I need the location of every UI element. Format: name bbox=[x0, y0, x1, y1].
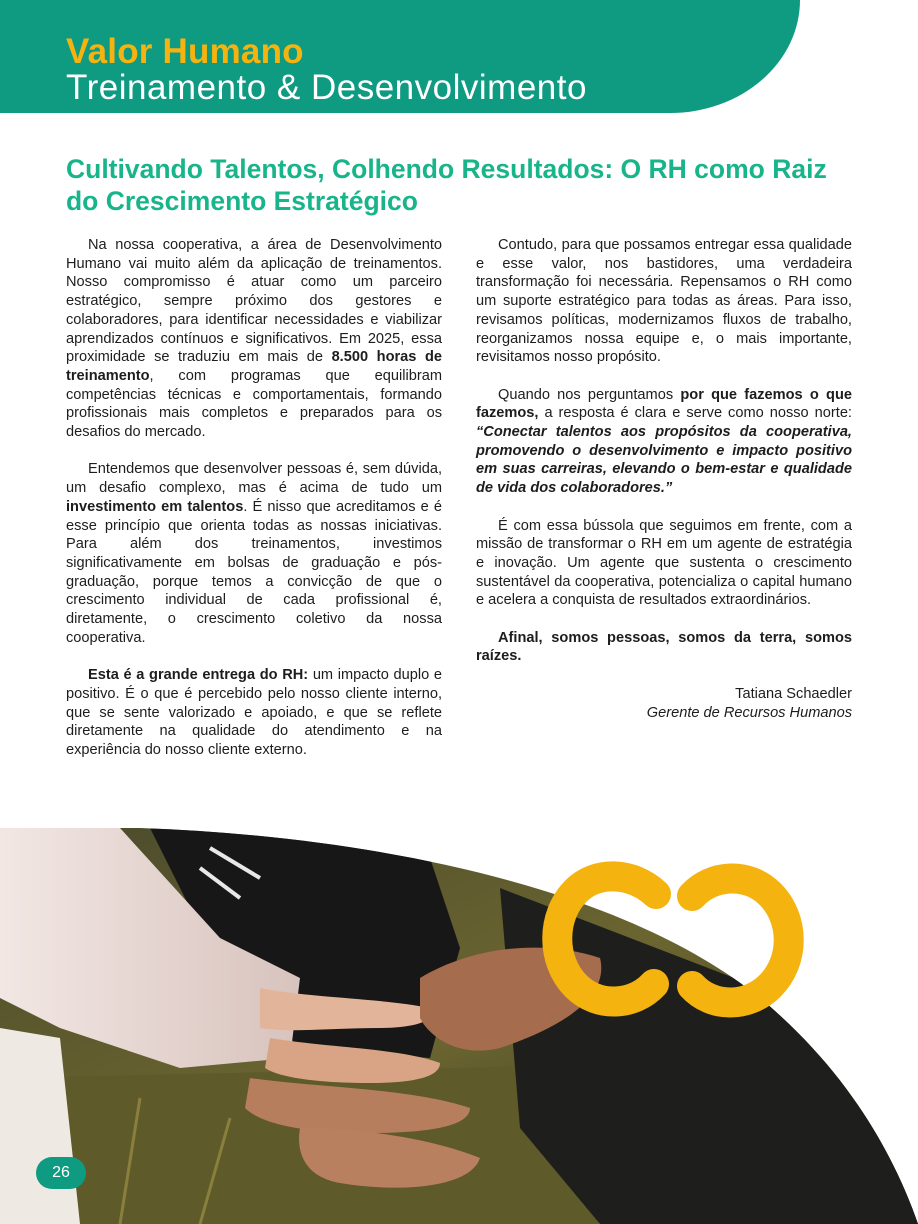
bold-highlight: 8.500 horas de treinamento bbox=[66, 349, 442, 384]
paragraph-3: Esta é a grande entrega do RH: um impacto duplo e positivo. É o que é percebido pelo nosso cliente interno, que se sente valorizado e apoiado, e que se reflete diretamente na qualidade do atendimento e na experiência do nosso cliente externo. bbox=[66, 667, 442, 758]
paragraph-6: É com essa bússola que seguimos em frente, com a missão de transformar o RH em um agente de estratégia e inovação. Um agente que sustenta o crescimento sustentável da cooperativa, potencializa o capital humano e acelera a conquista de resultados extraordinários. bbox=[476, 517, 852, 609]
closing-statement: Afinal, somos pessoas, somos da terra, somos raízes. bbox=[476, 629, 852, 665]
paragraph-1: Na nossa cooperativa, a área de Desenvolvimento Humano vai muito além da aplicação de treinamentos. Nosso compromisso é atuar como um parceiro estratégico, sempre próximo dos gestores e colaboradores, para identificar necessidades e viabilizar aprendizados contínuos e significativos. Em 2025, essa proximidade se traduziu em mais de 8.500 horas de treinamento, com programas que equilibram competências técnicas e comportamentais, formando profissionais mais completos e preparados para os desafios do mercado. bbox=[66, 237, 442, 441]
infinity-link-icon bbox=[536, 856, 812, 1024]
article-headline: Cultivando Talentos, Colhendo Resultados: O RH como Raiz do Crescimento Estratégico bbox=[66, 154, 827, 216]
paragraph-4: Contudo, para que possamos entregar essa qualidade e esse valor, nos bastidores, uma verdadeira transformação foi necessária. Repensamos o RH como um suporte estratégico para todas as áreas. Para isso, revisamos políticas, modernizamos fluxos de trabalho, reorganizamos nossa equipe e, o mais importante, revisitamos nosso propósito. bbox=[476, 237, 852, 366]
author-name: Tatiana Schaedler bbox=[735, 685, 852, 702]
page-number-badge: 26 bbox=[36, 1157, 86, 1189]
author-signature bbox=[476, 685, 852, 722]
bold-highlight: por que fazemos o que fazemos, bbox=[476, 386, 853, 422]
paragraph-5: Quando nos perguntamos por que fazemos o que fazemos, a resposta é clara e serve como nosso norte: “Conectar talentos aos propósitos da cooperativa, promovendo o desenvolvimento e impacto positivo em suas carreiras, elevando o bem-estar e qualidade de vida dos colaboradores.” bbox=[476, 386, 853, 497]
article-column-left bbox=[66, 236, 442, 778]
section-subtitle: Treinamento & Desenvolvimento bbox=[66, 68, 587, 107]
author-role: Gerente de Recursos Humanos bbox=[646, 704, 852, 721]
section-title: Valor Humano bbox=[66, 32, 304, 71]
paragraph-2: Entendemos que desenvolver pessoas é, sem dúvida, um desafio complexo, mas é acima de tudo um investimento em talentos. É nisso que acreditamos e é esse princípio que orienta todas as nossas iniciativas. Para além dos treinamentos, investimos significativamente em bolsas de graduação e pós-graduação, porque temos a convicção de que o crescimento individual de cada profissional é, diretamente, o crescimento coletivo da nossa cooperativa. bbox=[66, 461, 442, 646]
bold-highlight: Esta é a grande entrega do RH: bbox=[88, 667, 309, 684]
bold-highlight: investimento em talentos bbox=[66, 498, 244, 515]
article-column-right bbox=[476, 236, 852, 722]
purpose-quote: “Conectar talentos aos propósitos da cooperativa, promovendo o desenvolvimento e impacto positivo em suas carreiras, elevando o bem-estar e qualidade de vida dos colaboradores.” bbox=[476, 424, 852, 497]
